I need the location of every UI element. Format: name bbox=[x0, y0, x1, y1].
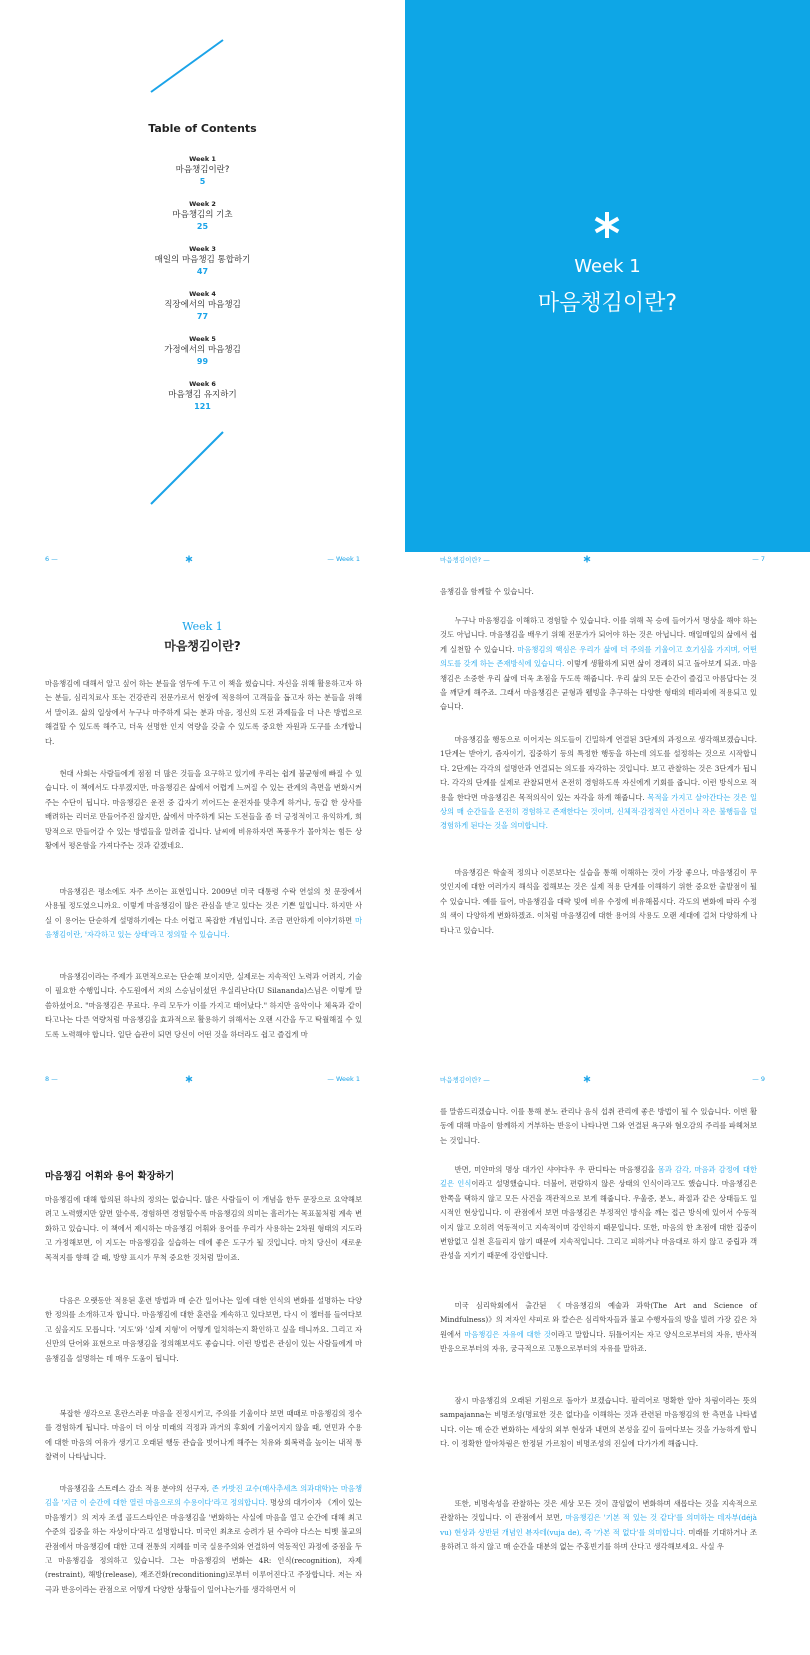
cover-week-label: Week 1 bbox=[574, 256, 641, 277]
page-number: 8 — bbox=[45, 1075, 58, 1083]
body-paragraph: 마음챙김에 대해서 알고 싶어 하는 분들을 염두에 두고 이 책을 썼습니다. 자신을 위해 활용하고자 하는 분들, 심리치료사 또는 건강관리 전문가로서 현장에 적용하여 고객들을 돕고자 하는 분들을 위해서 말이죠. 삶의 일상에서 누구나 마주하게 되는 분과 마음, 정신의 도전 과제들을 더 나은 방법으로 해결할 수 있도록 해주고, 더욱 선명한 인지 역량을 갖출 수 있도록 중요한 자원과 도구를 소개합니다. bbox=[45, 679, 362, 746]
body-paragraph: 또한, 비명속성을 관찰하는 것은 세상 모든 것이 끊임없이 변화하며 새롭다는 것을 지속적으로 관찰하는 것입니다. 이 관점에서 보면, 마음챙김은 '기본 적 있는 것 같다'를 의미하는 데자부(déjà vu) 현상과 상반된 개념인 뷰자데(vuja de), 즉 '가본 적 없다'를 의미합니다. 미래를 기대하거나 조용하려고 하지 않고 매 순간을 대분의 없는 주홍빈기를 하며 산다고 생각해보세요. 사실 우 bbox=[440, 1499, 757, 1552]
body-paragraph: 마음챙김을 행동으로 이어지는 의도들이 긴밀하게 연결된 3단계의 과정으로 생각해보겠습니다. 1단계는 받아기, 즘자이기, 집중하기 등의 특정한 행동을 하는데 의도를 설정하는 것으로 시작합니다. 2단계는 각각의 설명안과 연결되는 의도를 자각하는 것입니다. 보고 관찰하는 것은 3단계가 됩니다. 각각의 단계를 실제로 관찰되면서 온전히 경험하도록 자신에게 기회를 줍니다. 이런 방식으로 적용을 한다면 마음챙김은 목적의식이 있는 자각을 하게 해줍니다. 목적을 가지고 살아간다는 것은 일상의 매 순간들을 온전히 경험하고 존재한다는 것이며, 신체적·감정적인 사건이나 작은 불행들을 덜 경험하게 된다는 것을 의미합니다. bbox=[440, 735, 757, 831]
body-paragraph: 마음챙김에 대해 합의된 하나의 정의는 없습니다. 많은 사람들이 이 개념을 한두 문장으로 요약해보려고 노력했지만 앞면 앞수록, 경험하면 경험할수록 마음챙김의 의미는 흘러가는 목표물처럼 계속 변화하고 있습니다. 이 책에서 제시하는 마음챙김 어휘와 용어를 우리가 사용하는 2차원 형태의 지도라고 가정해보면, 이 지도는 마음챙김을 실습하는 데에 좋은 도구가 될 것입니다. 마치 당신이 새로운 목적지를 향해 갈 때, 방향 표시가 무척 중요한 것처럼 말이죠. bbox=[45, 1195, 362, 1262]
running-head: 마음챙김이란? — bbox=[440, 1076, 490, 1084]
toc-entry-week: Week 1 bbox=[189, 155, 216, 163]
body-paragraph: 마음챙김이라는 주제가 표면적으로는 단순해 보이지만, 실제로는 지속적인 노력과 어려지, 기술이 필요한 수행입니다. 수도원에서 저의 스승님이셨던 우실리난다(U Silananda)스님은 이렇게 말씀하셨어요. "마음챙김은 무료다. 우리 모두가 이를 가지고 태어났다." 하지만 음악이나 체육과 같이 타고나는 다른 역량처럼 마음챙김을 효과적으로 활용하기 위해서는 오랜 시간을 두고 탁월해질 수 있도록 노력해야 합니다. 일단 습관이 되면 당신이 어떤 것을 하더라도 쉽고 즐겁게 마 bbox=[45, 972, 362, 1039]
toc-page bbox=[0, 0, 405, 552]
body-paragraph: 마음챙김은 학술적 정의나 이론보다는 실습을 통해 이해하는 것이 가장 좋으나, 마음챙김이 무엇인지에 대한 여러가지 해석을 접해보는 것은 실제 적용 단계를 이해하기 위한 중요한 출발점이 될 수 있습니다. 예를 들어, 마음챙김을 대략 빛에 비유 수정에 비유해봅시다. 각도의 변화에 따라 수정의 색이 다양하게 변화하겠죠. 이처럼 마음챙김에 대한 용어의 사용도 오랜 세대에 걸쳐 다양하게 나타나고 있습니다. bbox=[440, 868, 757, 935]
toc-entry-name: 마음챙김이란? bbox=[175, 165, 230, 175]
section-heading: 마음챙김 어휘와 용어 확장하기 bbox=[45, 1171, 175, 1182]
body-paragraph: 미국 심리학회에서 출간된 《마음챙김의 예술과 과학(The Art and Science of Mindfulness)》의 저자인 샤피로 와 칼슨은 심리학자들과 불교 수행자들의 방을 빌려 가장 깊은 차원에서 마음챙김은 자유에 대한 것이라고 말합니다. 뒤틀어지는 자고 양식으로부터의 자유, 반사적 반응으로부터의 자유, 궁극적으로 고통으로부터의 자유를 말하죠. bbox=[440, 1301, 757, 1354]
body-paragraph: 반면, 미얀마의 명상 대가인 샤야다우 우 판디타는 마음챙김을 몸과 감각, 마음과 감정에 대한 깊은 인식이라고 설명했습니다. 더불어, 편람하지 않은 상태의 인식이라고도 했습니다. 마음챙김은 한쪽을 택하지 않고 모든 사건을 객관적으로 보게 해줍니다. 우울증, 분노, 좌절과 같은 상태들도 일시적인 현상입니다. 이 관점에서 보면 마음챙김은 부정적인 방식을 깨는 접근 방식에 있어서 수동적이지 않고 오히려 역동적이고 지속적이며 강인하지 때문입니다. 또한, 마음의 한 초점에 대한 집중이 변함없고 실천 흔들리지 않기 때문에 지속적입니다. 그리고 피하거나 마음대로 하지 않고 중립과 객관성을 지키기 때문에 강인합니다. bbox=[440, 1165, 758, 1261]
asterisk-icon bbox=[185, 555, 193, 563]
toc-entry-page: 121 bbox=[194, 402, 211, 411]
toc-entry-week4[interactable] bbox=[0, 290, 405, 322]
asterisk-icon bbox=[592, 210, 622, 240]
toc-title: Table of Contents bbox=[148, 122, 257, 135]
chapter-cover bbox=[405, 0, 810, 552]
body-paragraph: 누구나 마음챙김을 이해하고 경험할 수 있습니다. 이를 위해 꼭 승에 들어가서 명상을 해야 하는 것도 아닙니다. 마음챙김을 배우기 위해 전문가가 되어야 하는 것은 아닙니다. 매일매일의 삶에서 쉽게 실천할 수 있습니다. 마음챙김의 핵심은 우리가 삶에 더 주의를 기울이고 호기심을 가지며, 어떤 의도를 갖게 하는 존재방식에 있습니다. 이렇게 생활하게 되면 삶이 경쾌히 되고 돌아보게 되죠. 마음챙김은 소중한 우리 삶에 더욱 초점을 두도록 해줍니다. 우리 삶의 모든 순간이 즐겁고 아름답다는 것을 깨닫게 해주죠. 그래서 마음챙김은 균형과 웰빙을 추구하는 다양한 형태의 테라피에 적용되고 있습니다. bbox=[440, 616, 757, 712]
toc-entry-name: 마음챙김의 기초 bbox=[172, 210, 233, 220]
toc-entry-week: Week 2 bbox=[189, 200, 216, 208]
toc-entry-week: Week 5 bbox=[189, 335, 216, 343]
page-number: 6 — bbox=[45, 555, 58, 563]
toc-entry-week1[interactable] bbox=[0, 155, 405, 187]
body-paragraph: 를 말씀드리겠습니다. 이를 통해 분노 관리나 음식 섭취 관리에 좋은 방법이 될 수 있습니다. 이번 활동에 대해 마음이 함께하지 거부하는 반응이 나타나면 그와 연결된 욕구와 혐오감의 주리를 파헤쳐보는 것입니다. bbox=[440, 1107, 757, 1145]
toc-entry-name: 매일의 마음챙김 통합하기 bbox=[154, 255, 251, 265]
toc-entry-week3[interactable] bbox=[0, 245, 405, 277]
chapter-week-label: Week 1 bbox=[182, 620, 223, 633]
running-head: 마음챙김이란? — bbox=[440, 556, 490, 564]
toc-entry-page: 5 bbox=[199, 177, 206, 186]
running-head: — Week 1 bbox=[327, 555, 360, 563]
toc-entry-name: 가정에서의 마음챙김 bbox=[164, 345, 241, 355]
body-paragraph: 복잡한 생각으로 혼란스러운 마음을 진정시키고, 주의를 기울이다 보면 때때로 마음챙김의 정수를 경험하게 됩니다. 마음이 더 이상 미래의 걱정과 과거의 후회에 기울어지지 않을 때, 연민과 수용에 대한 마음의 여유가 생기고 오래된 행동 관습을 벗어나게 해주는 치유와 회복력을 높이는 내적 통찰력이 나타납니다. bbox=[45, 1409, 362, 1462]
body-paragraph: 잠시 마음챙김의 오래된 기원으로 돌아가 보겠습니다. 팔리어로 명확한 알아 차림이라는 뜻의 sampajanna는 비명조성(명료한 것은 없다)을 이해하는 것과 관련된 마음챙김의 한 측면을 나타냅니다. 이는 매 순간 변화하는 세상의 외부 현상과 내면의 본성을 깊이 들여다보는 것을 가능하게 합니다. 이 정확한 알아차림은 한정된 가르침이 비명조성의 진실에 다가가게 해줍니다. bbox=[440, 1396, 757, 1449]
body-paragraph: 마음챙김은 평소에도 자주 쓰이는 표현입니다. 2009년 미국 대통령 수락 연설의 첫 문장에서 사용될 정도였으니까요. 이렇게 마음챙김이 많은 관심을 받고 있다는 것은 기쁜 일입니다. 하지만 사실 이 용어는 단순하게 설명하기에는 다소 어렵고 복잡한 개념입니다. 조금 편안하게 이야기하면 마음챙김이란, '자각하고 있는 상태'라고 정의할 수 있습니다. bbox=[45, 887, 362, 940]
page-number: — 9 bbox=[752, 1075, 765, 1083]
toc-entry-name: 직장에서의 마음챙김 bbox=[164, 300, 241, 310]
asterisk-icon bbox=[185, 1075, 193, 1083]
toc-entry-name: 마음챙김 유지하기 bbox=[168, 390, 237, 400]
toc-entry-week2[interactable] bbox=[0, 200, 405, 232]
body-paragraph: 마음챙김을 스트레스 감소 적용 분야의 선구자, 존 카밧진 교수(매사추세츠 의과대학)는 마음챙김을 '지금 이 순간에 대한 열린 마음으로의 수용이다'라고 정의합니다. 명상의 대가이자 《게이 있는 마음챙기》의 저자 조셉 골드스타인은 마음챙김을 '변화하는 사실에 마음을 열고 순간에 대해 최고 수준의 집중을 하는 자상이다'라고 설명합니다. 미국인 최초로 승려가 된 수라야 다스는 티벳 불교의 관점에서 마음챙김에 대한 고대 전통의 지혜를 미국 실용주의와 연결하여 역동적인 과정에 중점을 두고 마음챙김을 정의하고 있습니다. 그는 마음챙김의 변화는 4R: 인식(recognition), 자제(restraint), 해방(release), 재조건화(reconditioning)로부터 이루어진다고 주장합니다. 저는 자극과 반응이라는 관점으로 어떻게 다양한 상황들이 일어나는가를 생각하면서 이 bbox=[45, 1484, 362, 1594]
chapter-title: 마음챙김이란? bbox=[164, 639, 241, 653]
body-paragraph: 현대 사회는 사람들에게 점점 더 많은 것들을 요구하고 있기에 우리는 쉽게 불균형에 빠질 수 있습니다. 이 책에서도 다루겠지만, 마음챙김은 삶에서 어렵게 느껴질 수 있는 관계의 측면을 변화시켜주는 수단이 됩니다. 마음챙김은 운전 중 갑자기 끼어드는 운전자를 맞추게 하거나, 동갑 한 상사를 배려하는 리더로 만들어주진 않지만, 삶에서 마주하게 되는 도전들을 좀 더 긍정적이고 유익하게, 희망적으로 만들어갈 수 있는 방법들을 알려줄 겁니다. 날씨에 비유하자면 폭풍우가 몰아치는 힘든 상황에서 평온함을 가져다주는 것과 같겠네요. bbox=[45, 769, 362, 851]
toc-entry-page: 47 bbox=[196, 267, 209, 276]
toc-entry-page: 25 bbox=[196, 222, 209, 231]
asterisk-icon bbox=[583, 555, 591, 563]
body-paragraph: 음챙김을 함께할 수 있습니다. bbox=[440, 587, 534, 596]
page-number: — 7 bbox=[752, 555, 765, 563]
asterisk-icon bbox=[583, 1075, 591, 1083]
page-9 bbox=[405, 1072, 810, 1652]
running-head: — Week 1 bbox=[327, 1075, 360, 1083]
toc-entry-week6[interactable] bbox=[0, 380, 405, 412]
toc-entry-page: 77 bbox=[196, 312, 209, 321]
cover-chapter-title: 마음챙김이란? bbox=[537, 291, 678, 316]
toc-entry-week5[interactable] bbox=[0, 335, 405, 367]
toc-entry-week: Week 6 bbox=[189, 380, 216, 388]
toc-entry-week: Week 4 bbox=[189, 290, 216, 298]
toc-entry-week: Week 3 bbox=[189, 245, 216, 253]
decorative-line-bottom bbox=[148, 430, 228, 506]
toc-entry-page: 99 bbox=[196, 357, 209, 366]
body-paragraph: 다음은 오랫동안 적용된 훈련 방법과 매 순간 일어나는 일에 대한 인식의 변화를 설명하는 다양한 정의를 소개하고자 합니다. 마음챙김에 대한 훈련을 계속하고 있다보면, 다시 이 챕터를 들여다보고 싶을지도 모릅니다. '지도'와 '실제 지형'이 어떻게 일치하는지 확인하고 싶을 테니까요. 그리고 자신만의 단어와 표현으로 마음챙김을 정의해보셔도 좋습니다. 이런 방법은 관심이 있는 사람들에게 마음챙김을 설명하는 데 매우 도움이 됩니다. bbox=[45, 1296, 362, 1363]
decorative-line-top bbox=[148, 38, 228, 94]
